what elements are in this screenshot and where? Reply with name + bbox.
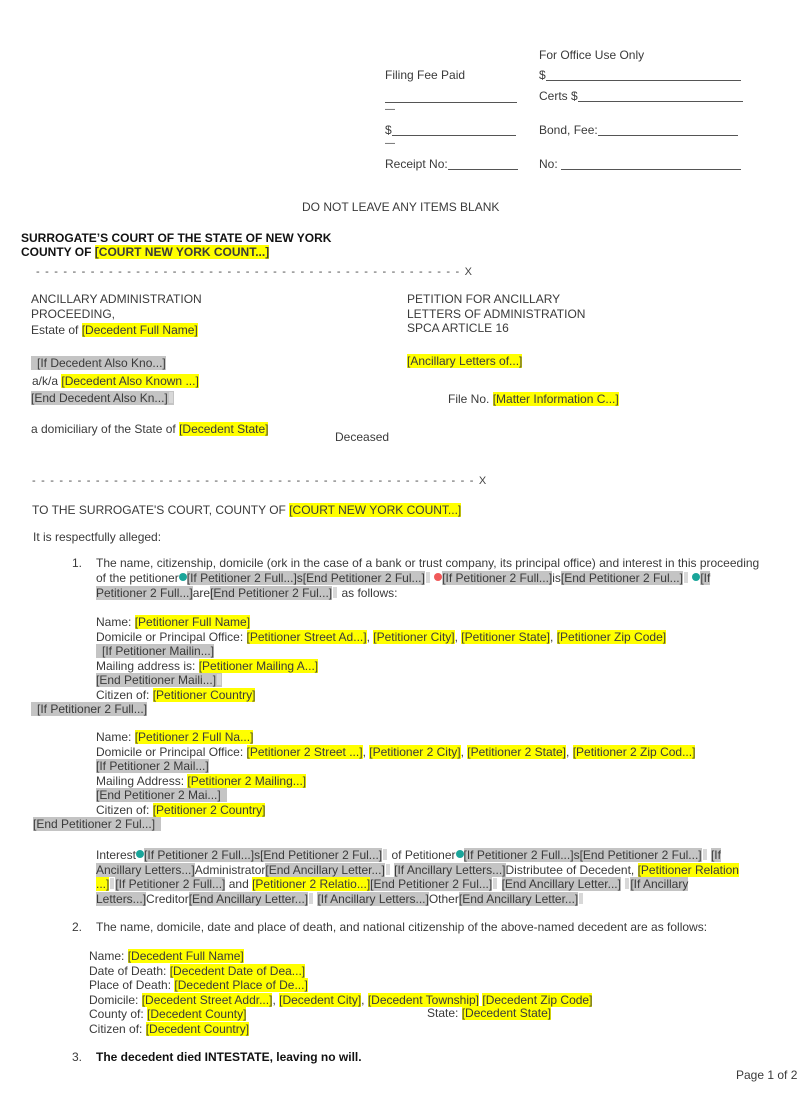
condition-marker-icon bbox=[136, 850, 144, 858]
field-code[interactable]: [End Petitioner 2 Ful...] bbox=[560, 570, 683, 585]
item1-paragraph: The name, citizenship, domicile (ork in the case of a bank or trust company, its principal office) and interest in this proceeding of the petitioner [If Petitioner 2 Full...]s[End Petitioner 2 Ful...] [If Petitioner 2 Full...]is[End Petitioner 2 Ful...] [If bbox=[96, 556, 760, 585]
filing-fee-amount-field[interactable]: $ bbox=[385, 123, 516, 137]
field-code[interactable]: [If bbox=[710, 848, 721, 862]
if-aka-field[interactable]: [If Decedent Also Kno...] bbox=[31, 356, 166, 370]
alleged-text: It is respectfully alleged: bbox=[33, 530, 162, 544]
decedent-state-field[interactable]: [Decedent State] bbox=[179, 422, 269, 436]
field-code[interactable]: [If Ancillary Letters...] bbox=[317, 891, 429, 906]
petitioner-mailing-field[interactable]: [Petitioner Mailing A...] bbox=[198, 658, 319, 673]
domiciliary-line: a domiciliary of the State of [Decedent State] bbox=[31, 422, 269, 436]
item2-text: The name, domicile, date and place of death, and national citizenship of the above-named decedent are as follows: bbox=[96, 920, 708, 934]
decedent-city-field[interactable]: [Decedent City] bbox=[279, 992, 362, 1007]
office-use-heading: For Office Use Only bbox=[539, 48, 645, 62]
petitioner2-relation-field[interactable]: [Petitioner 2 Relatio...] bbox=[252, 877, 371, 891]
to-court-line: TO THE SURROGATE'S COURT, COUNTY OF [COURT NEW YORK COUNT...] bbox=[32, 503, 462, 517]
item1-continued: Petitioner 2 Full...]are[End Petitioner 2 Ful...] as follows: bbox=[96, 586, 398, 600]
decedent-street-field[interactable]: [Decedent Street Addr...] bbox=[141, 992, 273, 1007]
petitioner2-city-field[interactable]: [Petitioner 2 City] bbox=[369, 744, 461, 759]
receipt-no-line bbox=[448, 157, 518, 170]
petitioner-relation-field[interactable]: [Petitioner Relation bbox=[637, 862, 739, 877]
field-code[interactable]: [If Ancillary Letters...] bbox=[394, 862, 506, 877]
field-code[interactable]: [If Petitioner 2 Mail...] bbox=[96, 759, 209, 773]
field-code[interactable]: [End Ancillary Letter...] bbox=[265, 862, 385, 877]
certs-field[interactable]: Certs $ bbox=[539, 89, 743, 103]
decedent-county-field[interactable]: [Decedent County] bbox=[147, 1007, 247, 1021]
field-code[interactable]: [If Petitioner 2 Full...] bbox=[442, 570, 553, 585]
interest-paragraph: Interest [If Petitioner 2 Full...]s[End Petitioner 2 Ful...] of Petitioner [If Petitioner 2 Full...]s[End Petitioner 2 Ful...] [If Ancillary Letters...]Administrator[End Ancillary Letter...] [If Ancillary Letters...]Distributee of Decedent, [Petitioner Relation ...] [If Petitioner 2 Full...] and [Petitioner 2 Relatio...][End Petitioner 2 Ful...] [End Ancillary Letter...] [If Ancillary Letters...]Creditor[End Ancillary Letter...] [If Ancillary Letters...]Other[End Ancillary Letter...] bbox=[96, 848, 739, 906]
petition-title: PETITION FOR ANCILLARY LETTERS OF ADMINISTRATION SPCA ARTICLE 16 bbox=[407, 292, 586, 335]
petitioner2-mailing-field[interactable]: [Petitioner 2 Mailing...] bbox=[187, 773, 307, 788]
field-code[interactable]: [End Petitioner 2 Ful...] bbox=[579, 848, 702, 862]
dash-mark: — bbox=[385, 138, 395, 149]
field-code[interactable]: Petitioner 2 Full...] bbox=[96, 586, 193, 600]
office-fee-line bbox=[546, 68, 741, 81]
field-code[interactable]: [End Petitioner 2 Ful...] bbox=[370, 877, 493, 891]
condition-marker-icon bbox=[456, 850, 464, 858]
field-code[interactable]: [End Petitioner 2 Mai...] bbox=[96, 788, 227, 802]
field-code[interactable]: Ancillary Letters...] bbox=[96, 862, 195, 877]
office-no-line bbox=[561, 157, 741, 170]
court-title: SURROGATE’S COURT OF THE STATE OF NEW YORK bbox=[21, 231, 332, 245]
decedent-state-field[interactable]: [Decedent State] bbox=[461, 1006, 552, 1020]
field-code[interactable]: [If Petitioner 2 Full...] bbox=[186, 570, 297, 585]
item3-text: The decedent died INTESTATE, leaving no will. bbox=[96, 1050, 362, 1064]
decedent-block: Name: [Decedent Full Name] Date of Death: [Decedent Date of Dea...] Place of Death: [Decedent Place of De...] Domicile: [Decedent Street Addr...], [Decedent City], [Decedent Township] [Decedent Zip Code] County of: [Decedent County] Citizen of: [Decedent Country] bbox=[89, 949, 593, 1036]
office-no-field[interactable]: No: bbox=[539, 157, 741, 171]
petitioner1-block: Name: [Petitioner Full Name] Domicile or Principal Office: [Petitioner Street Ad...], [Petitioner City], [Petitioner State], [Petitioner Zip Code] [If Petitioner Mailin...] Mailing address is: [Petitioner Mailing A...] [End Petitioner Maili...] Citizen of: [Petitioner Country] bbox=[96, 615, 667, 702]
field-code[interactable]: [End Petitioner 2 Ful...] bbox=[302, 570, 425, 585]
petitioner2-name-field[interactable]: [Petitioner 2 Full Na...] bbox=[134, 730, 254, 744]
aka-line: a/k/a [Decedent Also Known ...] bbox=[32, 374, 199, 388]
decedent-dod-field[interactable]: [Decedent Date of Dea...] bbox=[169, 963, 306, 978]
if-petitioner2-field[interactable]: [If Petitioner 2 Full...] bbox=[31, 702, 147, 716]
caption-left-title: ANCILLARY ADMINISTRATION PROCEEDING, bbox=[31, 292, 202, 321]
bond-fee-line bbox=[598, 123, 738, 136]
filing-fee-label: Filing Fee Paid bbox=[385, 68, 466, 82]
dash-mark: — bbox=[385, 104, 395, 115]
petitioner-country-field[interactable]: [Petitioner Country] bbox=[152, 687, 256, 702]
decedent-township-field[interactable]: [Decedent Township] bbox=[367, 992, 480, 1007]
decedent-pod-field[interactable]: [Decedent Place of De...] bbox=[174, 978, 308, 992]
receipt-no-field[interactable]: Receipt No: bbox=[385, 157, 518, 171]
field-code[interactable]: [End Petitioner Maili...] bbox=[96, 673, 222, 687]
bond-fee-field[interactable]: Bond, Fee: bbox=[539, 123, 738, 137]
page-number: Page 1 of 2 bbox=[736, 1068, 798, 1082]
field-code[interactable]: [If bbox=[700, 570, 711, 585]
field-code[interactable]: [If Petitioner 2 Full...] bbox=[144, 848, 255, 862]
filing-fee-line[interactable] bbox=[385, 90, 517, 104]
petitioner-street-field[interactable]: [Petitioner Street Ad...] bbox=[246, 629, 367, 644]
petitioner2-state-field[interactable]: [Petitioner 2 State] bbox=[467, 744, 567, 759]
condition-marker-icon bbox=[434, 573, 442, 581]
certs-line bbox=[578, 89, 743, 102]
item3-number: 3. bbox=[72, 1050, 83, 1064]
notice-text: DO NOT LEAVE ANY ITEMS BLANK bbox=[302, 200, 500, 214]
petitioner-zip-field[interactable]: [Petitioner Zip Code] bbox=[556, 629, 667, 644]
petitioner-city-field[interactable]: [Petitioner City] bbox=[373, 629, 455, 644]
ancillary-letters-field[interactable]: [Ancillary Letters of...] bbox=[407, 354, 523, 368]
decedent-state-line: State: [Decedent State] bbox=[427, 1006, 552, 1020]
field-code[interactable]: [If Petitioner 2 Full...] bbox=[115, 877, 226, 891]
decedent-name-field[interactable]: [Decedent Full Name] bbox=[127, 949, 244, 963]
field-code[interactable]: Letters...] bbox=[96, 891, 147, 906]
filing-fee-amount-line bbox=[392, 123, 516, 136]
item2-number: 2. bbox=[72, 920, 83, 934]
field-code[interactable]: [If Petitioner 2 Full...] bbox=[463, 848, 574, 862]
petitioner2-block: Name: [Petitioner 2 Full Na...] Domicile or Principal Office: [Petitioner 2 Street ...], [Petitioner 2 City], [Petitioner 2 State], [Petitioner 2 Zip Cod...] [If Petitioner 2 Mail...] Mailing Address: [Petitioner 2 Mailing...] [End Petitioner 2 Mai...] Citizen of: [Petitioner 2 Country] bbox=[96, 730, 696, 817]
field-code[interactable]: [End Petitioner 2 Ful...] bbox=[210, 586, 333, 600]
field-code[interactable]: [End Ancillary Letter...] bbox=[501, 877, 621, 891]
file-no-field[interactable]: [Matter Information C...] bbox=[492, 392, 619, 406]
petitioner2-street-field[interactable]: [Petitioner 2 Street ...] bbox=[246, 744, 363, 759]
field-code[interactable]: [End Ancillary Letter...] bbox=[458, 891, 579, 906]
petitioner-state-field[interactable]: [Petitioner State] bbox=[461, 629, 551, 644]
item1-number: 1. bbox=[72, 556, 83, 570]
petitioner2-zip-field[interactable]: [Petitioner 2 Zip Cod...] bbox=[572, 744, 696, 759]
end-aka-field[interactable]: [End Decedent Also Kn...] bbox=[31, 391, 174, 405]
caption-divider-top: - - - - - - - - - - - - - - - - - - - - - - - - - - - - - - - - - - - - - - - - - - - - - - - X bbox=[36, 266, 474, 278]
decedent-zip-field[interactable]: [Decedent Zip Code] bbox=[482, 992, 593, 1007]
court-county-field[interactable]: [COURT NEW YORK COUNT...] bbox=[94, 245, 270, 259]
caption-divider-bottom: - - - - - - - - - - - - - - - - - - - - - - - - - - - - - - - - - - - - - - - - - - - - - - - - - X bbox=[32, 475, 488, 487]
deceased-label: Deceased bbox=[335, 430, 390, 444]
office-fee-field[interactable]: $ bbox=[539, 68, 741, 82]
field-code[interactable]: [End Ancillary Letter...] bbox=[188, 891, 309, 906]
field-code[interactable]: [If Petitioner Mailin...] bbox=[96, 644, 214, 658]
end-petitioner2-field[interactable]: [End Petitioner 2 Ful...] bbox=[33, 817, 161, 831]
file-no-line: File No. [Matter Information C...] bbox=[448, 392, 619, 406]
estate-of: Estate of [Decedent Full Name] bbox=[31, 323, 198, 337]
field-code[interactable]: [End Petitioner 2 Ful...] bbox=[260, 848, 383, 862]
court-county: COUNTY OF [COURT NEW YORK COUNT...] bbox=[21, 245, 270, 259]
petitioner-name-field[interactable]: [Petitioner Full Name] bbox=[134, 615, 251, 629]
condition-marker-icon bbox=[179, 573, 187, 581]
petitioner2-country-field[interactable]: [Petitioner 2 Country] bbox=[152, 802, 266, 817]
to-court-county-field[interactable]: [COURT NEW YORK COUNT...] bbox=[289, 503, 462, 517]
field-code[interactable]: [If Ancillary bbox=[630, 877, 689, 891]
aka-field[interactable]: [Decedent Also Known ...] bbox=[61, 374, 199, 388]
decedent-country-field[interactable]: [Decedent Country] bbox=[145, 1021, 250, 1036]
decedent-name-field[interactable]: [Decedent Full Name] bbox=[81, 323, 198, 337]
